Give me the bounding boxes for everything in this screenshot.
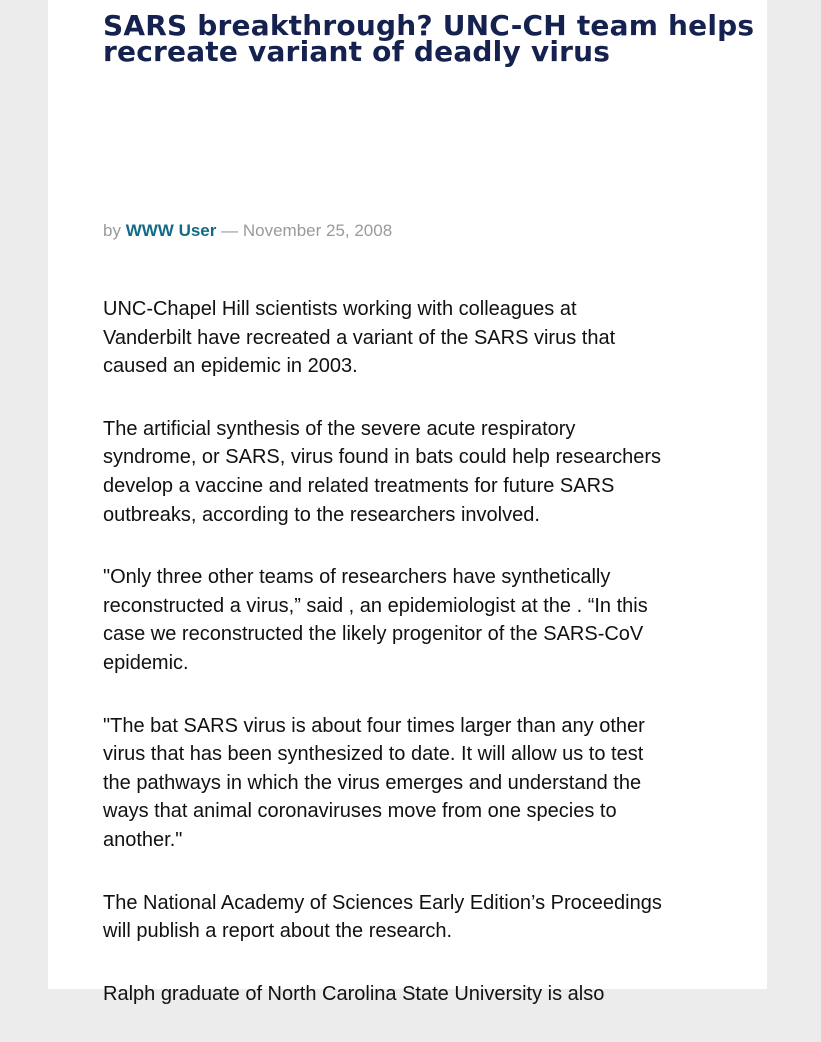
paragraph-line: Ralph graduate of North Carolina State University is also (103, 982, 605, 1005)
article-byline (103, 220, 392, 242)
article-paragraph (103, 889, 723, 946)
article-title (103, 9, 755, 68)
paragraph-line: outbreaks, according to the researchers involved. (103, 503, 540, 526)
paragraph-line: ways that animal coronaviruses move from one species to (103, 800, 617, 823)
paragraph-line: the pathways in which the virus emerges and understand the (103, 771, 642, 794)
byline-prefix: by (103, 221, 121, 240)
article-body (103, 295, 723, 1042)
article-paragraph (103, 563, 723, 677)
article-content (103, 0, 755, 1005)
paragraph-line: caused an epidemic in 2003. (103, 355, 358, 378)
article-page (48, 0, 767, 1005)
paragraph-line: virus that has been synthesized to date. It will allow us to test (103, 743, 644, 766)
paragraph-line: Vanderbilt have recreated a variant of the SARS virus that (103, 326, 616, 349)
author-link[interactable]: WWW User (125, 221, 217, 240)
publish-date: November 25, 2008 (242, 221, 393, 240)
byline-separator: — (221, 221, 239, 240)
article-paragraph (103, 295, 723, 381)
paragraph-line: The National Academy of Sciences Early Edition’s Proceedings (103, 891, 662, 914)
paragraph-line: "The bat SARS virus is about four times larger than any other (103, 714, 645, 737)
paragraph-line: case we reconstructed the likely progenitor of the SARS-CoV (103, 623, 644, 646)
article-paragraph (103, 712, 723, 855)
paragraph-line: epidemic. (103, 651, 189, 674)
article-title-line: SARS breakthrough? UNC-CH team helps (103, 9, 755, 42)
paragraph-line: UNC-Chapel Hill scientists working with colleagues at (103, 298, 577, 320)
paragraph-line: reconstructed a virus,” said , an epidemiologist at the . “In this (103, 594, 648, 617)
paragraph-line: another." (103, 828, 183, 851)
paragraph-line: will publish a report about the research. (103, 920, 453, 943)
paragraph-line: develop a vaccine and related treatments for future SARS (103, 474, 615, 497)
paragraph-line: The artificial synthesis of the severe acute respiratory (103, 417, 576, 440)
paragraph-line: syndrome, or SARS, virus found in bats could help researchers (103, 446, 662, 469)
article-title-line: recreate variant of deadly virus (103, 35, 611, 68)
paragraph-line: "Only three other teams of researchers have synthetically (103, 566, 611, 589)
article-paragraph (103, 415, 723, 529)
article-paragraph (103, 980, 723, 1009)
